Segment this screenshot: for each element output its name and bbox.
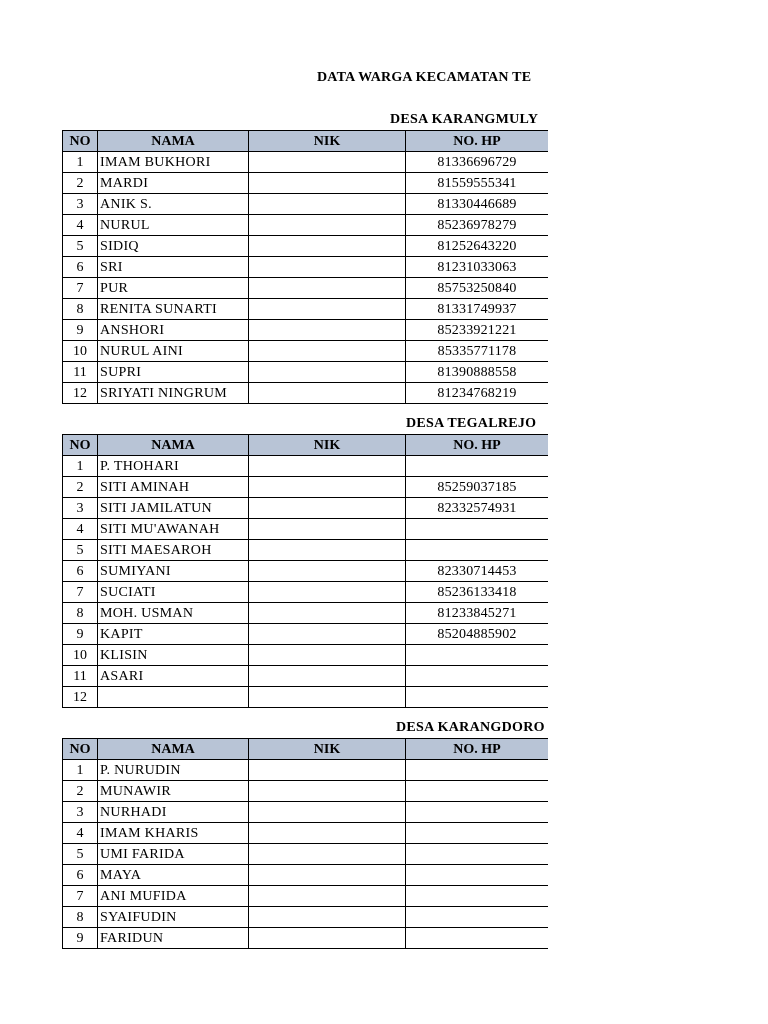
cell-nik <box>249 320 406 341</box>
cell-nama: ANIK S. <box>98 194 249 215</box>
data-table <box>62 738 548 949</box>
cell-hp <box>406 760 549 781</box>
cell-hp: 85335771178 <box>406 341 549 362</box>
table-row <box>63 383 549 404</box>
cell-no: 11 <box>63 666 98 687</box>
table-row <box>63 907 549 928</box>
table-row <box>63 687 549 708</box>
cell-hp: 81233845271 <box>406 603 549 624</box>
cell-nik <box>249 257 406 278</box>
cell-nama: SUCIATI <box>98 582 249 603</box>
table-row <box>63 194 549 215</box>
cell-no: 1 <box>63 152 98 173</box>
cell-no: 11 <box>63 362 98 383</box>
cell-no: 4 <box>63 215 98 236</box>
table-header-row <box>63 739 549 760</box>
cell-nik <box>249 582 406 603</box>
cell-nik <box>249 687 406 708</box>
cell-no: 7 <box>63 278 98 299</box>
table-body <box>63 760 549 949</box>
cell-nama: UMI FARIDA <box>98 844 249 865</box>
cell-nama: IMAM KHARIS <box>98 823 249 844</box>
page-title: DATA WARGA KECAMATAN TE <box>317 70 532 85</box>
cell-nik <box>249 760 406 781</box>
table-row <box>63 760 549 781</box>
table-row <box>63 666 549 687</box>
column-header-no: NO <box>63 131 98 152</box>
cell-no: 8 <box>63 907 98 928</box>
column-header-no: NO <box>63 435 98 456</box>
cell-no: 5 <box>63 236 98 257</box>
table-body <box>63 152 549 404</box>
cell-hp <box>406 456 549 477</box>
cell-nama: RENITA SUNARTI <box>98 299 249 320</box>
cell-nik <box>249 844 406 865</box>
cell-nama: SITI JAMILATUN <box>98 498 249 519</box>
table-row <box>63 540 549 561</box>
column-header-nik: NIK <box>249 739 406 760</box>
cell-nik <box>249 666 406 687</box>
cell-no: 4 <box>63 823 98 844</box>
cell-nik <box>249 456 406 477</box>
data-table <box>62 434 548 708</box>
cell-no: 3 <box>63 498 98 519</box>
cell-no: 12 <box>63 687 98 708</box>
table-row <box>63 823 549 844</box>
cell-nama: SUMIYANI <box>98 561 249 582</box>
column-header-no: NO <box>63 739 98 760</box>
cell-nama <box>98 687 249 708</box>
cell-hp: 85753250840 <box>406 278 549 299</box>
table-row <box>63 781 549 802</box>
table-row <box>63 561 549 582</box>
cell-nik <box>249 519 406 540</box>
cell-no: 6 <box>63 865 98 886</box>
cell-nama: ANI MUFIDA <box>98 886 249 907</box>
cell-no: 1 <box>63 760 98 781</box>
column-header-nama: NAMA <box>98 131 249 152</box>
table-row <box>63 886 549 907</box>
cell-no: 2 <box>63 781 98 802</box>
cell-nama: MUNAWIR <box>98 781 249 802</box>
table-row <box>63 236 549 257</box>
table-row <box>63 624 549 645</box>
cell-nama: ANSHORI <box>98 320 249 341</box>
column-header-nama: NAMA <box>98 739 249 760</box>
cell-nama: SRI <box>98 257 249 278</box>
cell-hp: 85233921221 <box>406 320 549 341</box>
cell-nama: MOH. USMAN <box>98 603 249 624</box>
cell-nama: ASARI <box>98 666 249 687</box>
cell-hp: 81252643220 <box>406 236 549 257</box>
cell-nama: NURUL <box>98 215 249 236</box>
cell-hp <box>406 666 549 687</box>
cell-hp: 85204885902 <box>406 624 549 645</box>
table-row <box>63 299 549 320</box>
cell-hp: 82330714453 <box>406 561 549 582</box>
cell-nama: SITI MAESAROH <box>98 540 249 561</box>
cell-nama: SITI AMINAH <box>98 477 249 498</box>
cell-nik <box>249 477 406 498</box>
cell-hp: 81330446689 <box>406 194 549 215</box>
table-row <box>63 645 549 666</box>
column-header-nik: NIK <box>249 435 406 456</box>
cell-hp <box>406 645 549 666</box>
cell-hp: 82332574931 <box>406 498 549 519</box>
cell-no: 8 <box>63 603 98 624</box>
table-row <box>63 362 549 383</box>
cell-no: 1 <box>63 456 98 477</box>
cell-no: 10 <box>63 645 98 666</box>
column-header-hp: NO. HP <box>406 131 549 152</box>
table-row <box>63 215 549 236</box>
table-row <box>63 865 549 886</box>
cell-nik <box>249 907 406 928</box>
cell-nama: NURHADI <box>98 802 249 823</box>
cell-no: 6 <box>63 257 98 278</box>
cell-nik <box>249 498 406 519</box>
cell-no: 8 <box>63 299 98 320</box>
table-row <box>63 519 549 540</box>
cell-hp <box>406 823 549 844</box>
cell-hp: 81234768219 <box>406 383 549 404</box>
table-row <box>63 477 549 498</box>
cell-hp <box>406 540 549 561</box>
cell-nama: SRIYATI NINGRUM <box>98 383 249 404</box>
section-title: DESA KARANGDORO <box>396 720 545 735</box>
cell-no: 9 <box>63 624 98 645</box>
cell-hp <box>406 907 549 928</box>
table-row <box>63 582 549 603</box>
cell-hp <box>406 928 549 949</box>
cell-no: 7 <box>63 582 98 603</box>
cell-nik <box>249 152 406 173</box>
cell-nik <box>249 383 406 404</box>
cell-hp <box>406 781 549 802</box>
cell-hp <box>406 802 549 823</box>
cell-hp <box>406 519 549 540</box>
table-row <box>63 173 549 194</box>
cell-nik <box>249 236 406 257</box>
cell-nik <box>249 215 406 236</box>
table-row <box>63 320 549 341</box>
column-header-nama: NAMA <box>98 435 249 456</box>
table-row <box>63 257 549 278</box>
cell-nama: SITI MU'AWANAH <box>98 519 249 540</box>
cell-hp <box>406 687 549 708</box>
column-header-nik: NIK <box>249 131 406 152</box>
cell-nama: IMAM BUKHORI <box>98 152 249 173</box>
cell-no: 2 <box>63 173 98 194</box>
cell-no: 2 <box>63 477 98 498</box>
table-header-row <box>63 131 549 152</box>
cell-no: 12 <box>63 383 98 404</box>
cell-no: 10 <box>63 341 98 362</box>
table-row <box>63 152 549 173</box>
cell-nik <box>249 362 406 383</box>
cell-no: 4 <box>63 519 98 540</box>
cell-nama: PUR <box>98 278 249 299</box>
table-row <box>63 278 549 299</box>
cell-nama: FARIDUN <box>98 928 249 949</box>
cell-nik <box>249 540 406 561</box>
cell-no: 5 <box>63 844 98 865</box>
cell-nik <box>249 645 406 666</box>
cell-no: 3 <box>63 194 98 215</box>
cell-nama: SUPRI <box>98 362 249 383</box>
cell-nama: MARDI <box>98 173 249 194</box>
cell-nama: KLISIN <box>98 645 249 666</box>
cell-hp: 81231033063 <box>406 257 549 278</box>
table-header-row <box>63 435 549 456</box>
section-title: DESA KARANGMULY <box>390 112 539 127</box>
cell-hp: 85236133418 <box>406 582 549 603</box>
cell-nik <box>249 823 406 844</box>
cell-hp: 85236978279 <box>406 215 549 236</box>
table-row <box>63 844 549 865</box>
data-table <box>62 130 548 404</box>
cell-nama: MAYA <box>98 865 249 886</box>
cell-nik <box>249 299 406 320</box>
column-header-hp: NO. HP <box>406 739 549 760</box>
cell-nik <box>249 173 406 194</box>
table-row <box>63 928 549 949</box>
cell-hp: 81390888558 <box>406 362 549 383</box>
table-row <box>63 498 549 519</box>
column-header-hp: NO. HP <box>406 435 549 456</box>
cell-nik <box>249 341 406 362</box>
cell-nik <box>249 781 406 802</box>
cell-hp <box>406 886 549 907</box>
cell-nik <box>249 886 406 907</box>
cell-nik <box>249 624 406 645</box>
table-body <box>63 456 549 708</box>
cell-nik <box>249 278 406 299</box>
cell-no: 9 <box>63 320 98 341</box>
cell-hp <box>406 865 549 886</box>
table-row <box>63 603 549 624</box>
table-row <box>63 341 549 362</box>
table-row <box>63 802 549 823</box>
cell-hp: 81559555341 <box>406 173 549 194</box>
cell-nik <box>249 561 406 582</box>
cell-nik <box>249 603 406 624</box>
cell-no: 9 <box>63 928 98 949</box>
cell-no: 3 <box>63 802 98 823</box>
cell-hp: 81331749937 <box>406 299 549 320</box>
table-row <box>63 456 549 477</box>
section-title: DESA TEGALREJO <box>406 416 537 431</box>
cell-nama: KAPIT <box>98 624 249 645</box>
cell-hp: 81336696729 <box>406 152 549 173</box>
cell-no: 6 <box>63 561 98 582</box>
cell-nama: P. THOHARI <box>98 456 249 477</box>
cell-nama: SYAIFUDIN <box>98 907 249 928</box>
cell-nik <box>249 802 406 823</box>
cell-no: 7 <box>63 886 98 907</box>
cell-hp: 85259037185 <box>406 477 549 498</box>
cell-nik <box>249 865 406 886</box>
cell-nik <box>249 928 406 949</box>
cell-no: 5 <box>63 540 98 561</box>
cell-nik <box>249 194 406 215</box>
cell-nama: NURUL AINI <box>98 341 249 362</box>
cell-hp <box>406 844 549 865</box>
cell-nama: P. NURUDIN <box>98 760 249 781</box>
cell-nama: SIDIQ <box>98 236 249 257</box>
